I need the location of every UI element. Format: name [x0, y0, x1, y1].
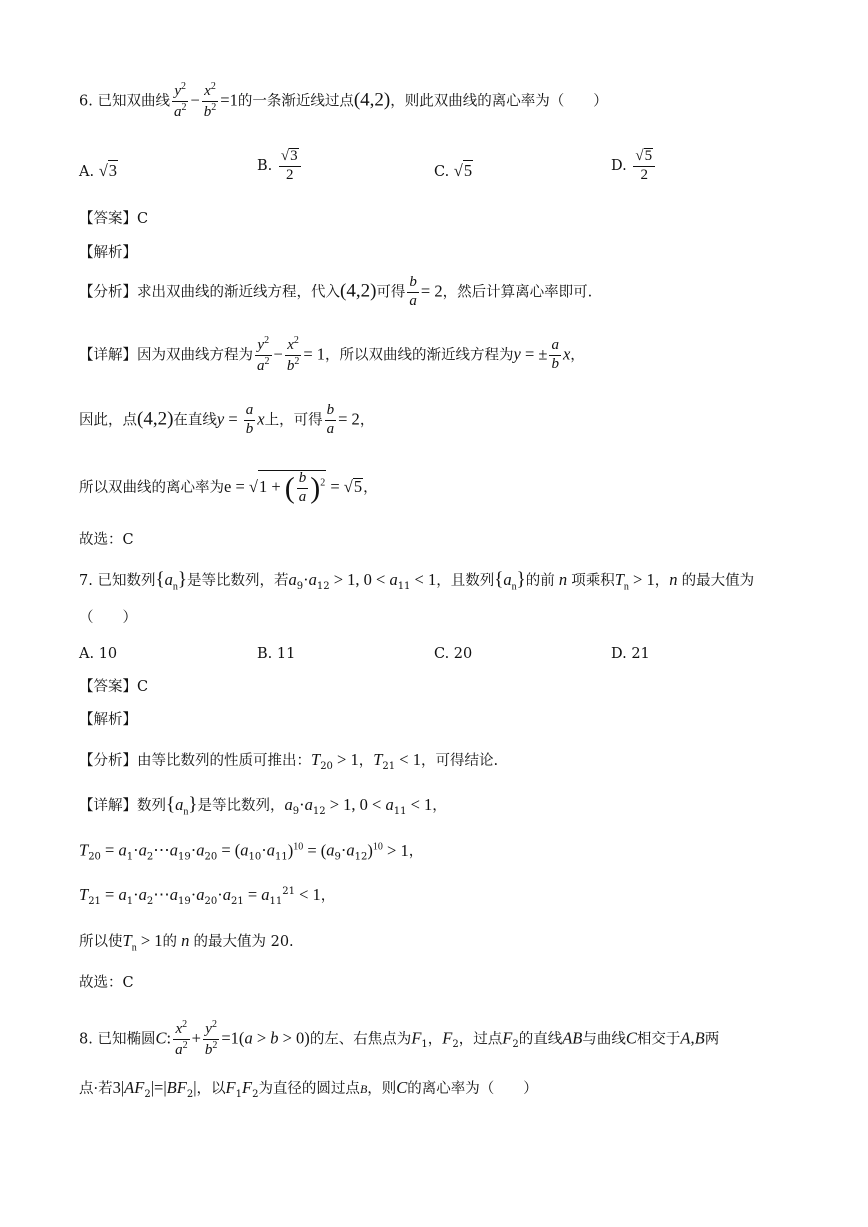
q6-xiangjie-3: 所以双曲线的离心率为e = √1 + ( $\frac{b}{a}$ )$^2$ = √5，	[79, 470, 378, 505]
q6-fenxi: 【分析】求出双曲线的渐近线方程，代入(4,2)可得 $\frac{b}{a}$ = 2，然后计算离心率即可.	[79, 274, 593, 309]
q7-fenxi: 【分析】由等比数列的性质可推出：$T_{20} > 1$，$T_{21} < 1$，可得结论.	[79, 750, 499, 772]
q6-xiangjie-2: 因此，点(4,2)在直线y = $\frac{a}{b}$ x上，可得 $\frac{b}{a}$ = 2，	[79, 402, 375, 437]
q7-option-c: C. 20	[434, 646, 473, 662]
q7-xiangjie-2: $T_{20}$ = $a_1\cdot a_2\cdots a_{19}\cdot a_{20} = (a_{10}\cdot a_{11})^{10} = (a_9\cdot a_{12})^{10} > 1$，	[79, 840, 424, 863]
q6-option-b: B. $\frac{√3}{2}$	[257, 148, 303, 184]
q6-option-c: C. √5	[434, 161, 473, 180]
q7-jiexi: 【解析】	[79, 712, 137, 728]
q6-option-d: D. $\frac{√5}{2}$	[611, 148, 657, 184]
q8-stem-2: 点·若$3|AF_2|=|BF_2|$，以$F_1F_2$为直径的圆过点B，则C的离心率为（ ）	[79, 1078, 538, 1100]
q7-xiangjie-3: $T_{21}$ = $a_1\cdot a_2\cdots a_{19}\cdot a_{20}\cdot a_{21} = a_{11}^{21} < 1$，	[79, 885, 336, 907]
q7-stem: 7. 已知数列$\{a_n\}$是等比数列，若$a_9\cdot a_{12} > 1$, $0 < a_{11} < 1$，且数列$\{a_n\}$的前 n 项乘积$T_n > 1$，n 的最大值为	[79, 569, 755, 593]
q7-option-b: B. 11	[257, 646, 296, 662]
q7-paren: （ ）	[79, 610, 137, 626]
q6-xiangjie-1: 【详解】因为双曲线方程为 $\frac{y^2}{a^2}$ − $\frac{x^2}{b^2}$ = 1，所以双曲线的渐近线方程为y = ± $\frac{a}{b}$ x，	[79, 335, 585, 374]
q7-conclusion: 所以使$T_n > 1$的 n 的最大值为 20.	[79, 931, 294, 954]
q7-option-a: A. 10	[79, 646, 118, 662]
q6-stem: 6. 已知双曲线 $\frac{y^2}{a^2}$ − $\frac{x^2}{b^2}$ =1的一条渐近线过点(4,2)，则此双曲线的离心率为（ ）	[79, 81, 608, 120]
q7-answer: 【答案】C	[79, 679, 149, 695]
q7-option-d: D. 21	[611, 646, 650, 662]
q6-option-a: A. √3	[79, 161, 118, 180]
q6-jiexi: 【解析】	[79, 245, 137, 261]
q7-xiangjie-1: 【详解】数列$\{a_n\}$是等比数列，$a_9\cdot a_{12} > 1$, $0 < a_{11} < 1$，	[79, 794, 447, 818]
q6-guxuan: 故选：C	[79, 532, 134, 548]
q6-answer: 【答案】C	[79, 211, 149, 227]
q8-stem-1: 8. 已知椭圆C: $\frac{x^2}{a^2}$ + $\frac{y^2}{b^2}$ =1(a > b > 0)的左、右焦点为$F_1$，$F_2$，过点$F_2$的直线AB与曲线C相交于A,B两	[79, 1019, 720, 1058]
q7-guxuan: 故选：C	[79, 975, 134, 991]
